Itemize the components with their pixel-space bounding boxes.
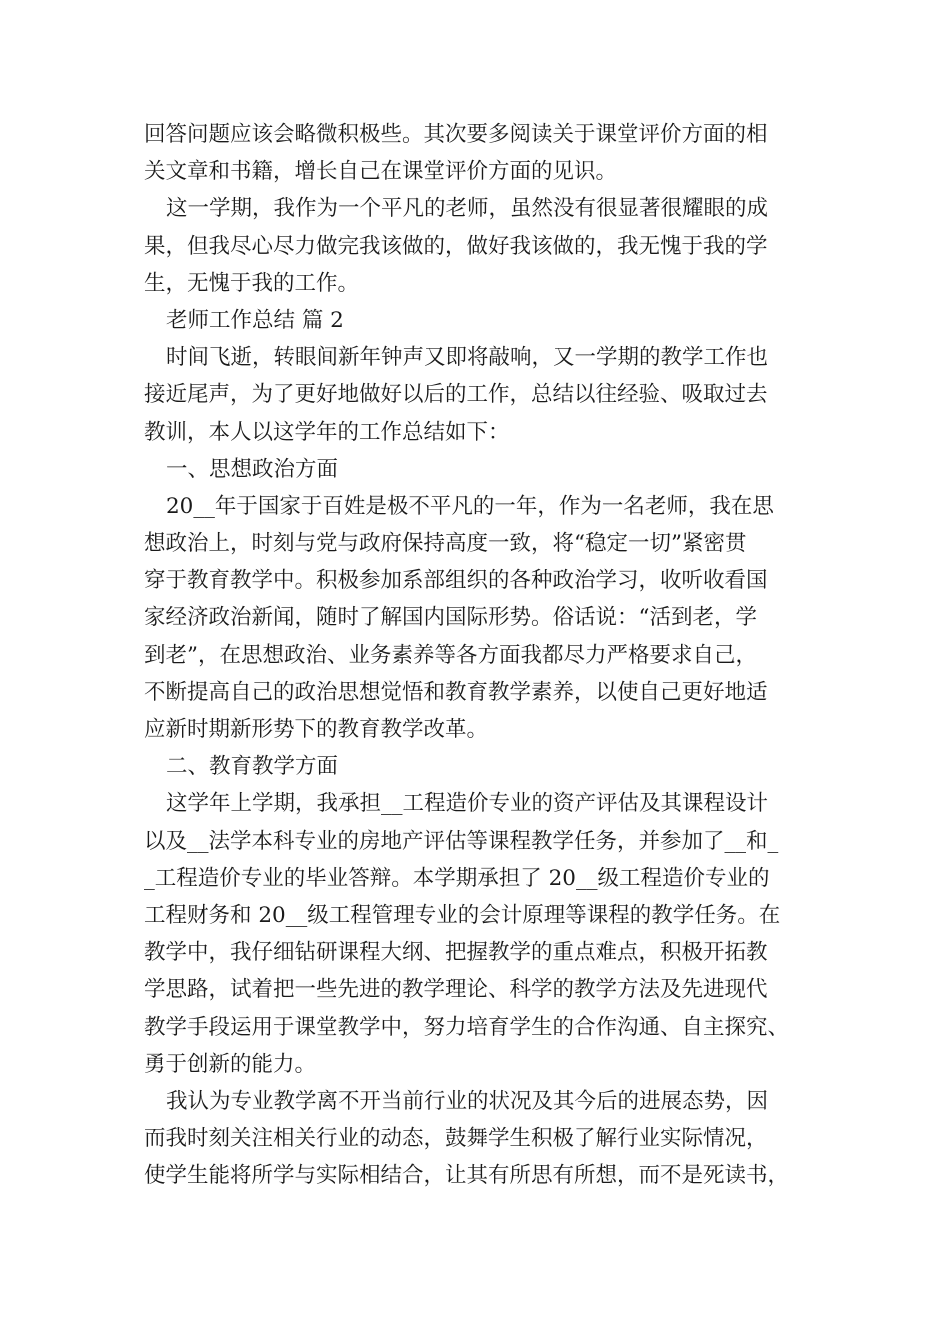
text-line: 二、教育教学方面 bbox=[166, 754, 339, 780]
document-body bbox=[144, 116, 834, 1194]
text-line: 工程财务和 20__级工程管理专业的会计原理等课程的教学任务。在 bbox=[144, 902, 781, 928]
text-line: 我认为专业教学离不开当前行业的状况及其今后的进展态势，因 bbox=[166, 1088, 769, 1114]
text-line: 家经济政治新闻，随时了解国内国际形势。俗话说：“活到老，学 bbox=[144, 605, 757, 631]
text-line: 这学年上学期，我承担__工程造价专业的资产评估及其课程设计 bbox=[166, 791, 769, 817]
text-line: 一、思想政治方面 bbox=[166, 456, 339, 482]
text-line: 教训，本人以这学年的工作总结如下： bbox=[144, 419, 510, 445]
text-line: 教学中，我仔细钻研课程大纲、把握教学的重点难点，积极开拓教 bbox=[144, 940, 768, 966]
text-line: 时间飞逝，转眼间新年钟声又即将敲响，又一学期的教学工作也 bbox=[166, 345, 769, 371]
text-line: 这一学期，我作为一个平凡的老师，虽然没有很显著很耀眼的成 bbox=[166, 196, 769, 222]
text-line: _工程造价专业的毕业答辩。本学期承担了 20__级工程造价专业的 bbox=[144, 865, 770, 891]
text-line: 穿于教育教学中。积极参加系部组织的各种政治学习，收听收看国 bbox=[144, 568, 768, 594]
text-line: 接近尾声，为了更好地做好以后的工作，总结以往经验、吸取过去 bbox=[144, 382, 768, 408]
text-line: 回答问题应该会略微积极些。其次要多阅读关于课堂评价方面的相 bbox=[144, 122, 768, 147]
text-line: 勇于创新的能力。 bbox=[144, 1051, 317, 1077]
text-line: 学思路，试着把一些先进的教学理论、科学的教学方法及先进现代 bbox=[144, 977, 768, 1003]
text-line: 应新时期新形势下的教育教学改革。 bbox=[144, 717, 489, 742]
text-line: 20__年于国家于百姓是极不平凡的一年，作为一名老师，我在思 bbox=[166, 493, 774, 519]
text-line: 生，无愧于我的工作。 bbox=[144, 270, 360, 296]
text-line: 而我时刻关注相关行业的动态，鼓舞学生积极了解行业实际情况， bbox=[144, 1126, 768, 1152]
text-line: 到老”，在思想政治、业务素养等各方面我都尽力严格要求自己， bbox=[144, 642, 757, 668]
text-line: 以及__法学本科专业的房地产评估等课程教学任务，并参加了__和_ bbox=[144, 828, 779, 854]
text-line: 想政治上，时刻与党与政府保持高度一致，将“稳定一切”紧密贯 bbox=[144, 531, 747, 557]
text-line: 关文章和书籍，增长自己在课堂评价方面的见识。 bbox=[144, 159, 618, 185]
text-line: 老师工作总结 篇 2 bbox=[166, 307, 344, 333]
text-line: 教学手段运用于课堂教学中，努力培育学生的合作沟通、自主探究、 bbox=[144, 1014, 790, 1040]
text-line: 不断提高自己的政治思想觉悟和教育教学素养，以使自己更好地适 bbox=[144, 679, 768, 705]
text-line: 果，但我尽心尽力做完我该做的，做好我该做的，我无愧于我的学 bbox=[144, 233, 768, 259]
text-line: 使学生能将所学与实际相结合，让其有所思有所想，而不是死读书， bbox=[144, 1163, 790, 1189]
